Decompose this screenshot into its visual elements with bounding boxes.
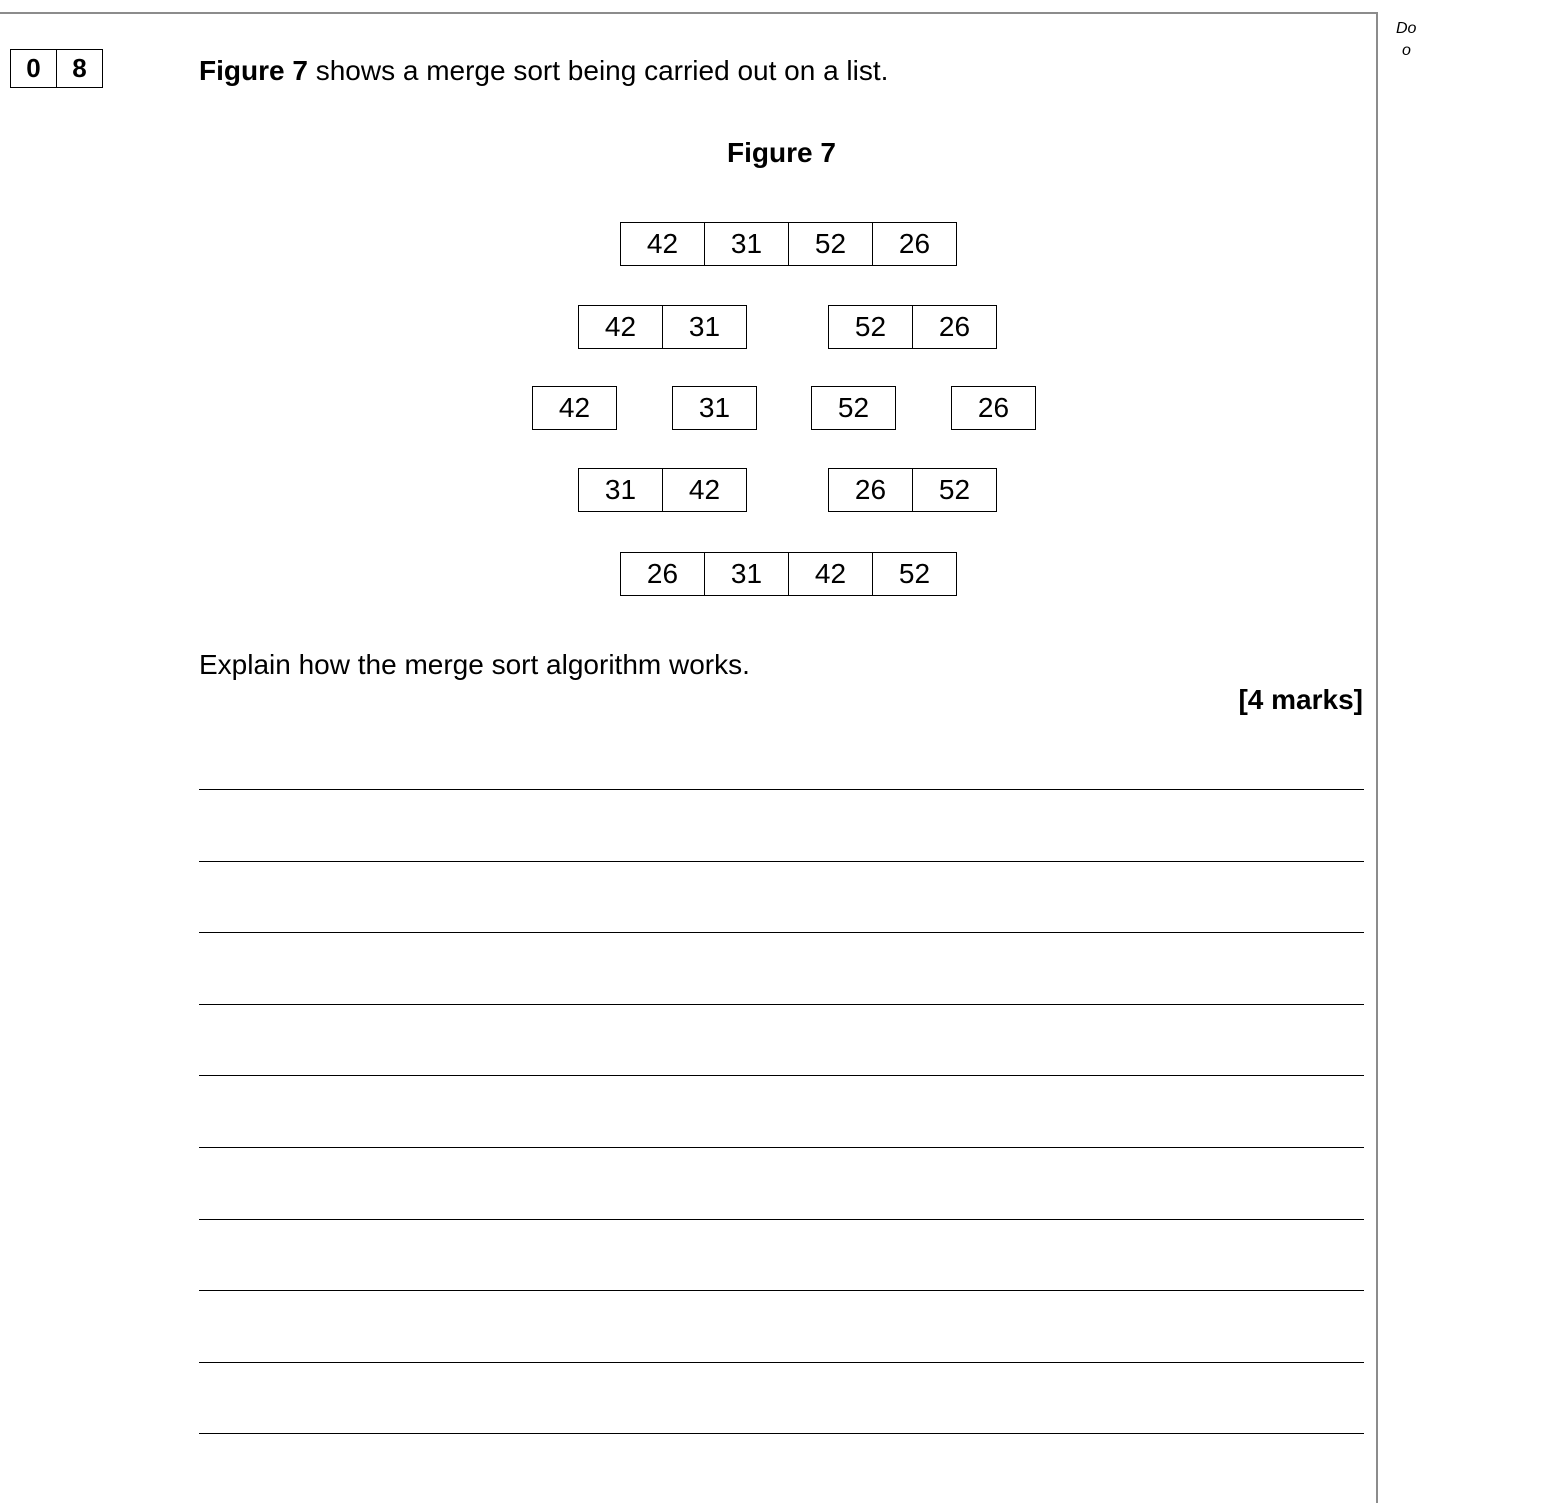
list-group [578, 468, 747, 512]
list-group [811, 386, 896, 430]
answer-line[interactable] [199, 1433, 1364, 1434]
list-item-value: 42 [646, 228, 679, 259]
list-group [951, 386, 1036, 430]
list-item-value: 26 [912, 306, 996, 348]
question-prompt: Explain how the merge sort algorithm works. [199, 649, 750, 680]
list-item-value: 52 [854, 311, 887, 342]
marks-label: [4 marks] [1238, 684, 1363, 715]
answer-line[interactable] [199, 1075, 1364, 1076]
list-item-value: 26 [872, 223, 956, 265]
list-group [672, 386, 757, 430]
list-item-value: 42 [558, 392, 591, 423]
margin-note [1396, 18, 1416, 62]
list-group [620, 552, 957, 596]
list-group [532, 386, 617, 430]
list-item-value: 31 [698, 392, 731, 423]
list-item-value: 31 [704, 553, 788, 595]
figure-reference: Figure 7 [199, 55, 308, 86]
top-rule [0, 12, 1378, 14]
question-intro [199, 52, 888, 90]
list-item-value: 52 [837, 392, 870, 423]
list-item-value: 31 [604, 474, 637, 505]
margin-rule [1376, 12, 1378, 1503]
list-item-value: 52 [872, 553, 956, 595]
question-number-digit: 0 [26, 53, 41, 83]
list-item-value: 26 [646, 558, 679, 589]
list-item-value: 31 [704, 223, 788, 265]
list-group [620, 222, 957, 266]
answer-line[interactable] [199, 1290, 1364, 1291]
question-number-box [10, 49, 103, 88]
answer-line[interactable] [199, 1147, 1364, 1148]
list-item-value: 52 [912, 469, 996, 511]
list-item-value: 42 [788, 553, 872, 595]
list-item-value: 26 [977, 392, 1010, 423]
question-intro-text: shows a merge sort being carried out on a list. [307, 55, 889, 86]
list-group [578, 305, 747, 349]
list-item-value: 26 [854, 474, 887, 505]
list-item-value: 31 [662, 306, 746, 348]
answer-line[interactable] [199, 789, 1364, 790]
list-item-value: 42 [604, 311, 637, 342]
list-item-value: 42 [662, 469, 746, 511]
list-item-value: 52 [788, 223, 872, 265]
answer-line[interactable] [199, 1004, 1364, 1005]
answer-line[interactable] [199, 861, 1364, 862]
margin-note-line-2: o [1402, 42, 1411, 59]
figure-title: Figure 7 [727, 137, 836, 168]
list-group [828, 468, 997, 512]
answer-line[interactable] [199, 1219, 1364, 1220]
margin-note-line-1: Do [1396, 20, 1417, 37]
answer-line[interactable] [199, 1362, 1364, 1363]
question-number-digit: 8 [56, 50, 102, 87]
list-group [828, 305, 997, 349]
answer-line[interactable] [199, 932, 1364, 933]
